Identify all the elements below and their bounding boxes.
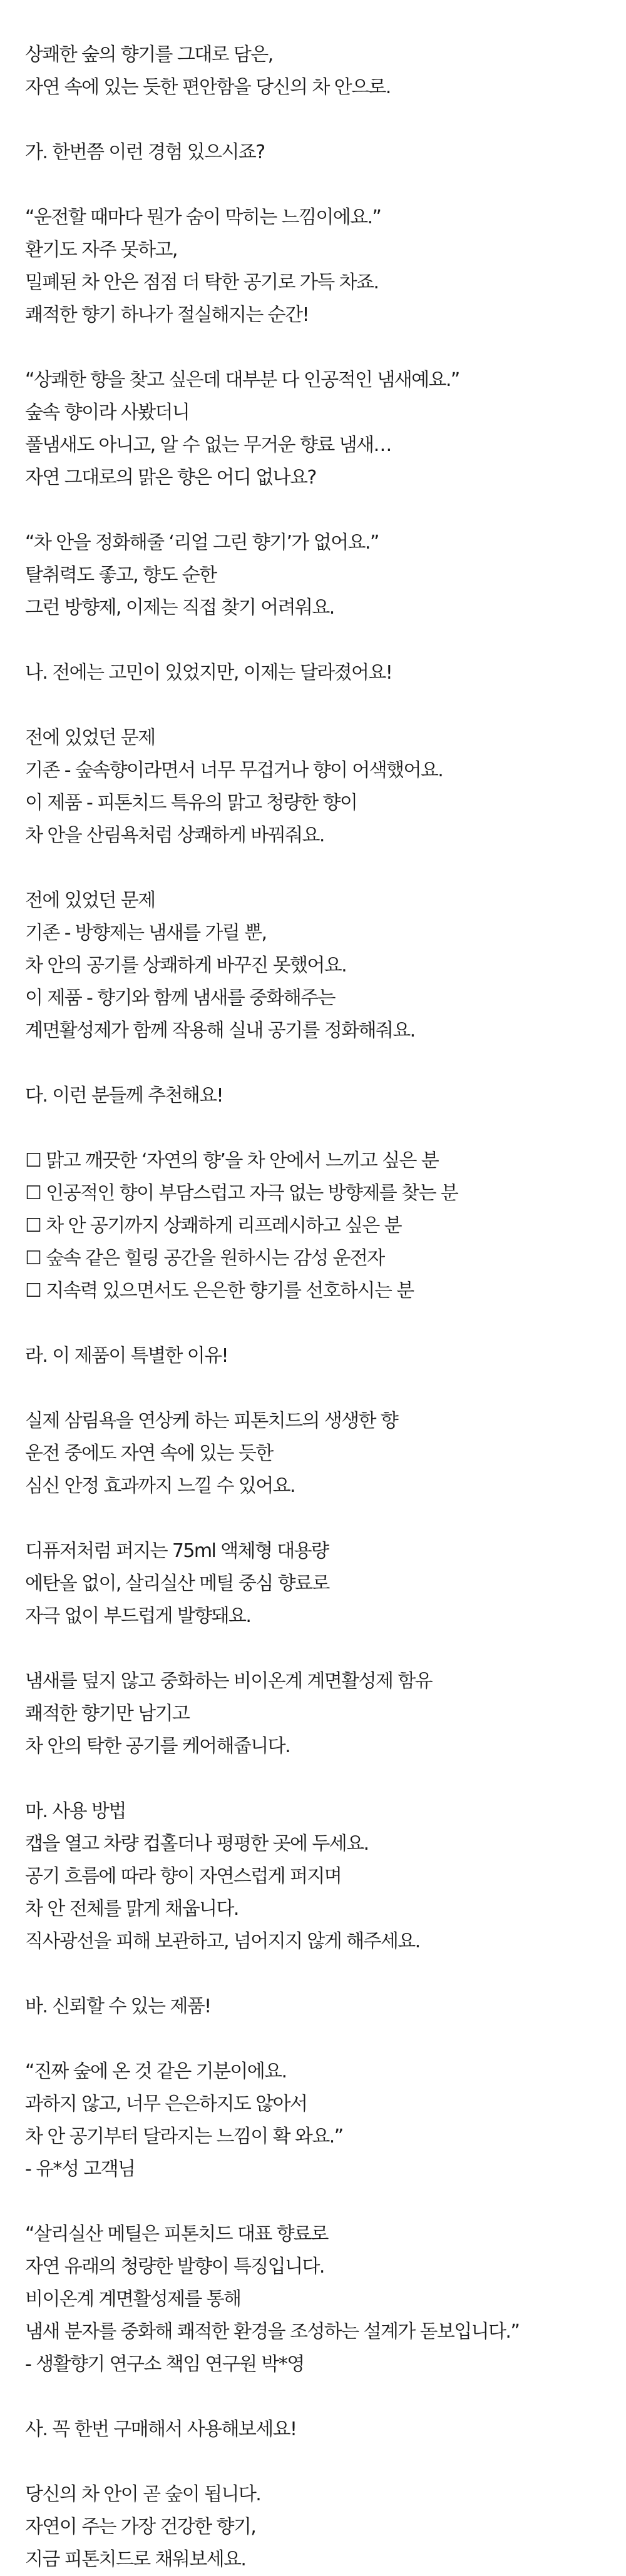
text-line: 차 안의 탁한 공기를 케어해줍니다. <box>25 1735 290 1757</box>
paragraph <box>25 885 626 1047</box>
text-line: 밀폐된 차 안은 점점 더 탁한 공기로 가득 차죠. <box>25 271 379 293</box>
text-line: 라. 이 제품이 특별한 이유! <box>25 1345 228 1367</box>
text-line: 직사광선을 피해 보관하고, 넘어지지 않게 해주세요. <box>25 1930 420 1952</box>
text-line: 마. 사용 방법 <box>25 1800 126 1822</box>
text-line: 당신의 차 안이 곧 숲이 됩니다. <box>25 2483 261 2505</box>
text-line: 그런 방향제, 이제는 직접 찾기 어려워요. <box>25 597 334 619</box>
paragraph <box>25 2218 626 2381</box>
text-line: 차 안 전체를 맑게 채웁니다. <box>25 1898 239 1920</box>
text-line: ☐ 인공적인 향이 부담스럽고 자극 없는 방향제를 찾는 분 <box>25 1182 458 1204</box>
paragraph <box>25 1665 626 1763</box>
text-line: 이 제품 - 피톤치드 특유의 맑고 청량한 향이 <box>25 792 357 814</box>
paragraph <box>25 1535 626 1633</box>
text-line: “차 안을 정화해줄 ‘리얼 그린 향기’가 없어요.” <box>25 532 379 554</box>
text-line: 차 안을 산림욕처럼 상쾌하게 바꿔줘요. <box>25 824 324 846</box>
paragraph <box>25 136 626 169</box>
text-line: 과하지 않고, 너무 은은하지도 않아서 <box>25 2093 307 2115</box>
text-line: 지금 피톤치드로 채워보세요. <box>25 2548 246 2570</box>
text-line: 기존 - 방향제는 냄새를 가릴 뿐, <box>25 922 267 944</box>
text-line: 환기도 자주 못하고, <box>25 239 177 261</box>
text-line: 에탄올 없이, 살리실산 메틸 중심 향료로 <box>25 1573 329 1595</box>
paragraph <box>25 1795 626 1958</box>
text-line: 계면활성제가 함께 작용해 실내 공기를 정화해줘요. <box>25 1020 415 1042</box>
text-line: 디퓨저처럼 퍼지는 75ml 액체형 대용량 <box>25 1540 329 1562</box>
paragraph <box>25 722 626 852</box>
text-line: 차 안 공기부터 달라지는 느낌이 확 와요.” <box>25 2126 343 2148</box>
paragraph <box>25 1340 626 1372</box>
text-line: 차 안의 공기를 상쾌하게 바꾸진 못했어요. <box>25 955 347 976</box>
text-line: 자연 유래의 청량한 발향이 특징입니다. <box>25 2256 324 2278</box>
text-line: 자연이 주는 가장 건강한 향기, <box>25 2516 256 2538</box>
text-line: 풀냄새도 아니고, 알 수 없는 무거운 향료 냄새… <box>25 434 391 456</box>
paragraph <box>25 39 626 104</box>
text-line: 냄새를 덮지 않고 중화하는 비이온계 계면활성제 함유 <box>25 1670 432 1692</box>
paragraph <box>25 1145 626 1307</box>
text-line: 쾌적한 향기 하나가 절실해지는 순간! <box>25 304 309 326</box>
text-line: 전에 있었던 문제 <box>25 890 155 911</box>
paragraph <box>25 2056 626 2186</box>
paragraph <box>25 527 626 624</box>
paragraph <box>25 2478 626 2576</box>
text-line: 운전 중에도 자연 속에 있는 듯한 <box>25 1443 273 1464</box>
text-line: 비이온계 계면활성제를 통해 <box>25 2288 241 2310</box>
text-line: 다. 이런 분들께 추천해요! <box>25 1085 223 1107</box>
paragraph <box>25 657 626 689</box>
text-line: 자연 속에 있는 듯한 편안함을 당신의 차 안으로. <box>25 76 391 98</box>
paragraph <box>25 2413 626 2446</box>
paragraph <box>25 1080 626 1112</box>
text-line: ☐ 지속력 있으면서도 은은한 향기를 선호하시는 분 <box>25 1280 414 1302</box>
text-line: 기존 - 숲속향이라면서 너무 무겁거나 향이 어색했어요. <box>25 759 443 781</box>
text-line: - 유*성 고객님 <box>25 2158 135 2180</box>
text-line: 숲속 향이라 사봤더니 <box>25 402 190 423</box>
text-line: 실제 삼림욕을 연상케 하는 피톤치드의 생생한 향 <box>25 1410 398 1432</box>
text-line: “진짜 숲에 온 것 같은 기분이에요. <box>25 2061 287 2082</box>
text-line: 사. 꼭 한번 구매해서 사용해보세요! <box>25 2418 297 2440</box>
text-line: 냄새 분자를 중화해 쾌적한 환경을 조성하는 설계가 돋보입니다.” <box>25 2321 520 2343</box>
text-line: 공기 흐름에 따라 향이 자연스럽게 퍼지며 <box>25 1865 342 1887</box>
text-line: “살리실산 메틸은 피톤치드 대표 향료로 <box>25 2223 328 2245</box>
paragraph <box>25 1990 626 2023</box>
text-line: 나. 전에는 고민이 있었지만, 이제는 달라졌어요! <box>25 662 393 684</box>
text-line: 심신 안정 효과까지 느낄 수 있어요. <box>25 1475 295 1497</box>
text-line: ☐ 차 안 공기까지 상쾌하게 리프레시하고 싶은 분 <box>25 1215 402 1237</box>
text-line: 전에 있었던 문제 <box>25 727 155 749</box>
text-line: 캡을 열고 차량 컵홀더나 평평한 곳에 두세요. <box>25 1833 369 1855</box>
text-line: ☐ 숲속 같은 힐링 공간을 원하시는 감성 운전자 <box>25 1247 384 1269</box>
text-line: ☐ 맑고 깨끗한 ‘자연의 향’을 차 안에서 느끼고 싶은 분 <box>25 1150 439 1172</box>
text-line: - 생활향기 연구소 책임 연구원 박*영 <box>25 2353 304 2375</box>
text-line: 탈취력도 좋고, 향도 순한 <box>25 564 217 586</box>
text-line: “운전할 때마다 뭔가 숨이 막히는 느낌이에요.” <box>25 206 381 228</box>
text-line: “상쾌한 향을 찾고 싶은데 대부분 다 인공적인 냄새예요.” <box>25 369 459 391</box>
text-line: 자연 그대로의 맑은 향은 어디 없나요? <box>25 467 316 489</box>
paragraph <box>25 201 626 332</box>
text-line: 상쾌한 숲의 향기를 그대로 담은, <box>25 44 273 66</box>
text-line: 쾌적한 향기만 남기고 <box>25 1703 190 1725</box>
paragraph <box>25 364 626 494</box>
text-line: 가. 한번쯤 이런 경험 있으시죠? <box>25 141 265 163</box>
paragraph <box>25 1405 626 1503</box>
text-line: 자극 없이 부드럽게 발향돼요. <box>25 1605 251 1627</box>
text-line: 바. 신뢰할 수 있는 제품! <box>25 1995 211 2017</box>
text-line: 이 제품 - 향기와 함께 냄새를 중화해주는 <box>25 987 335 1009</box>
